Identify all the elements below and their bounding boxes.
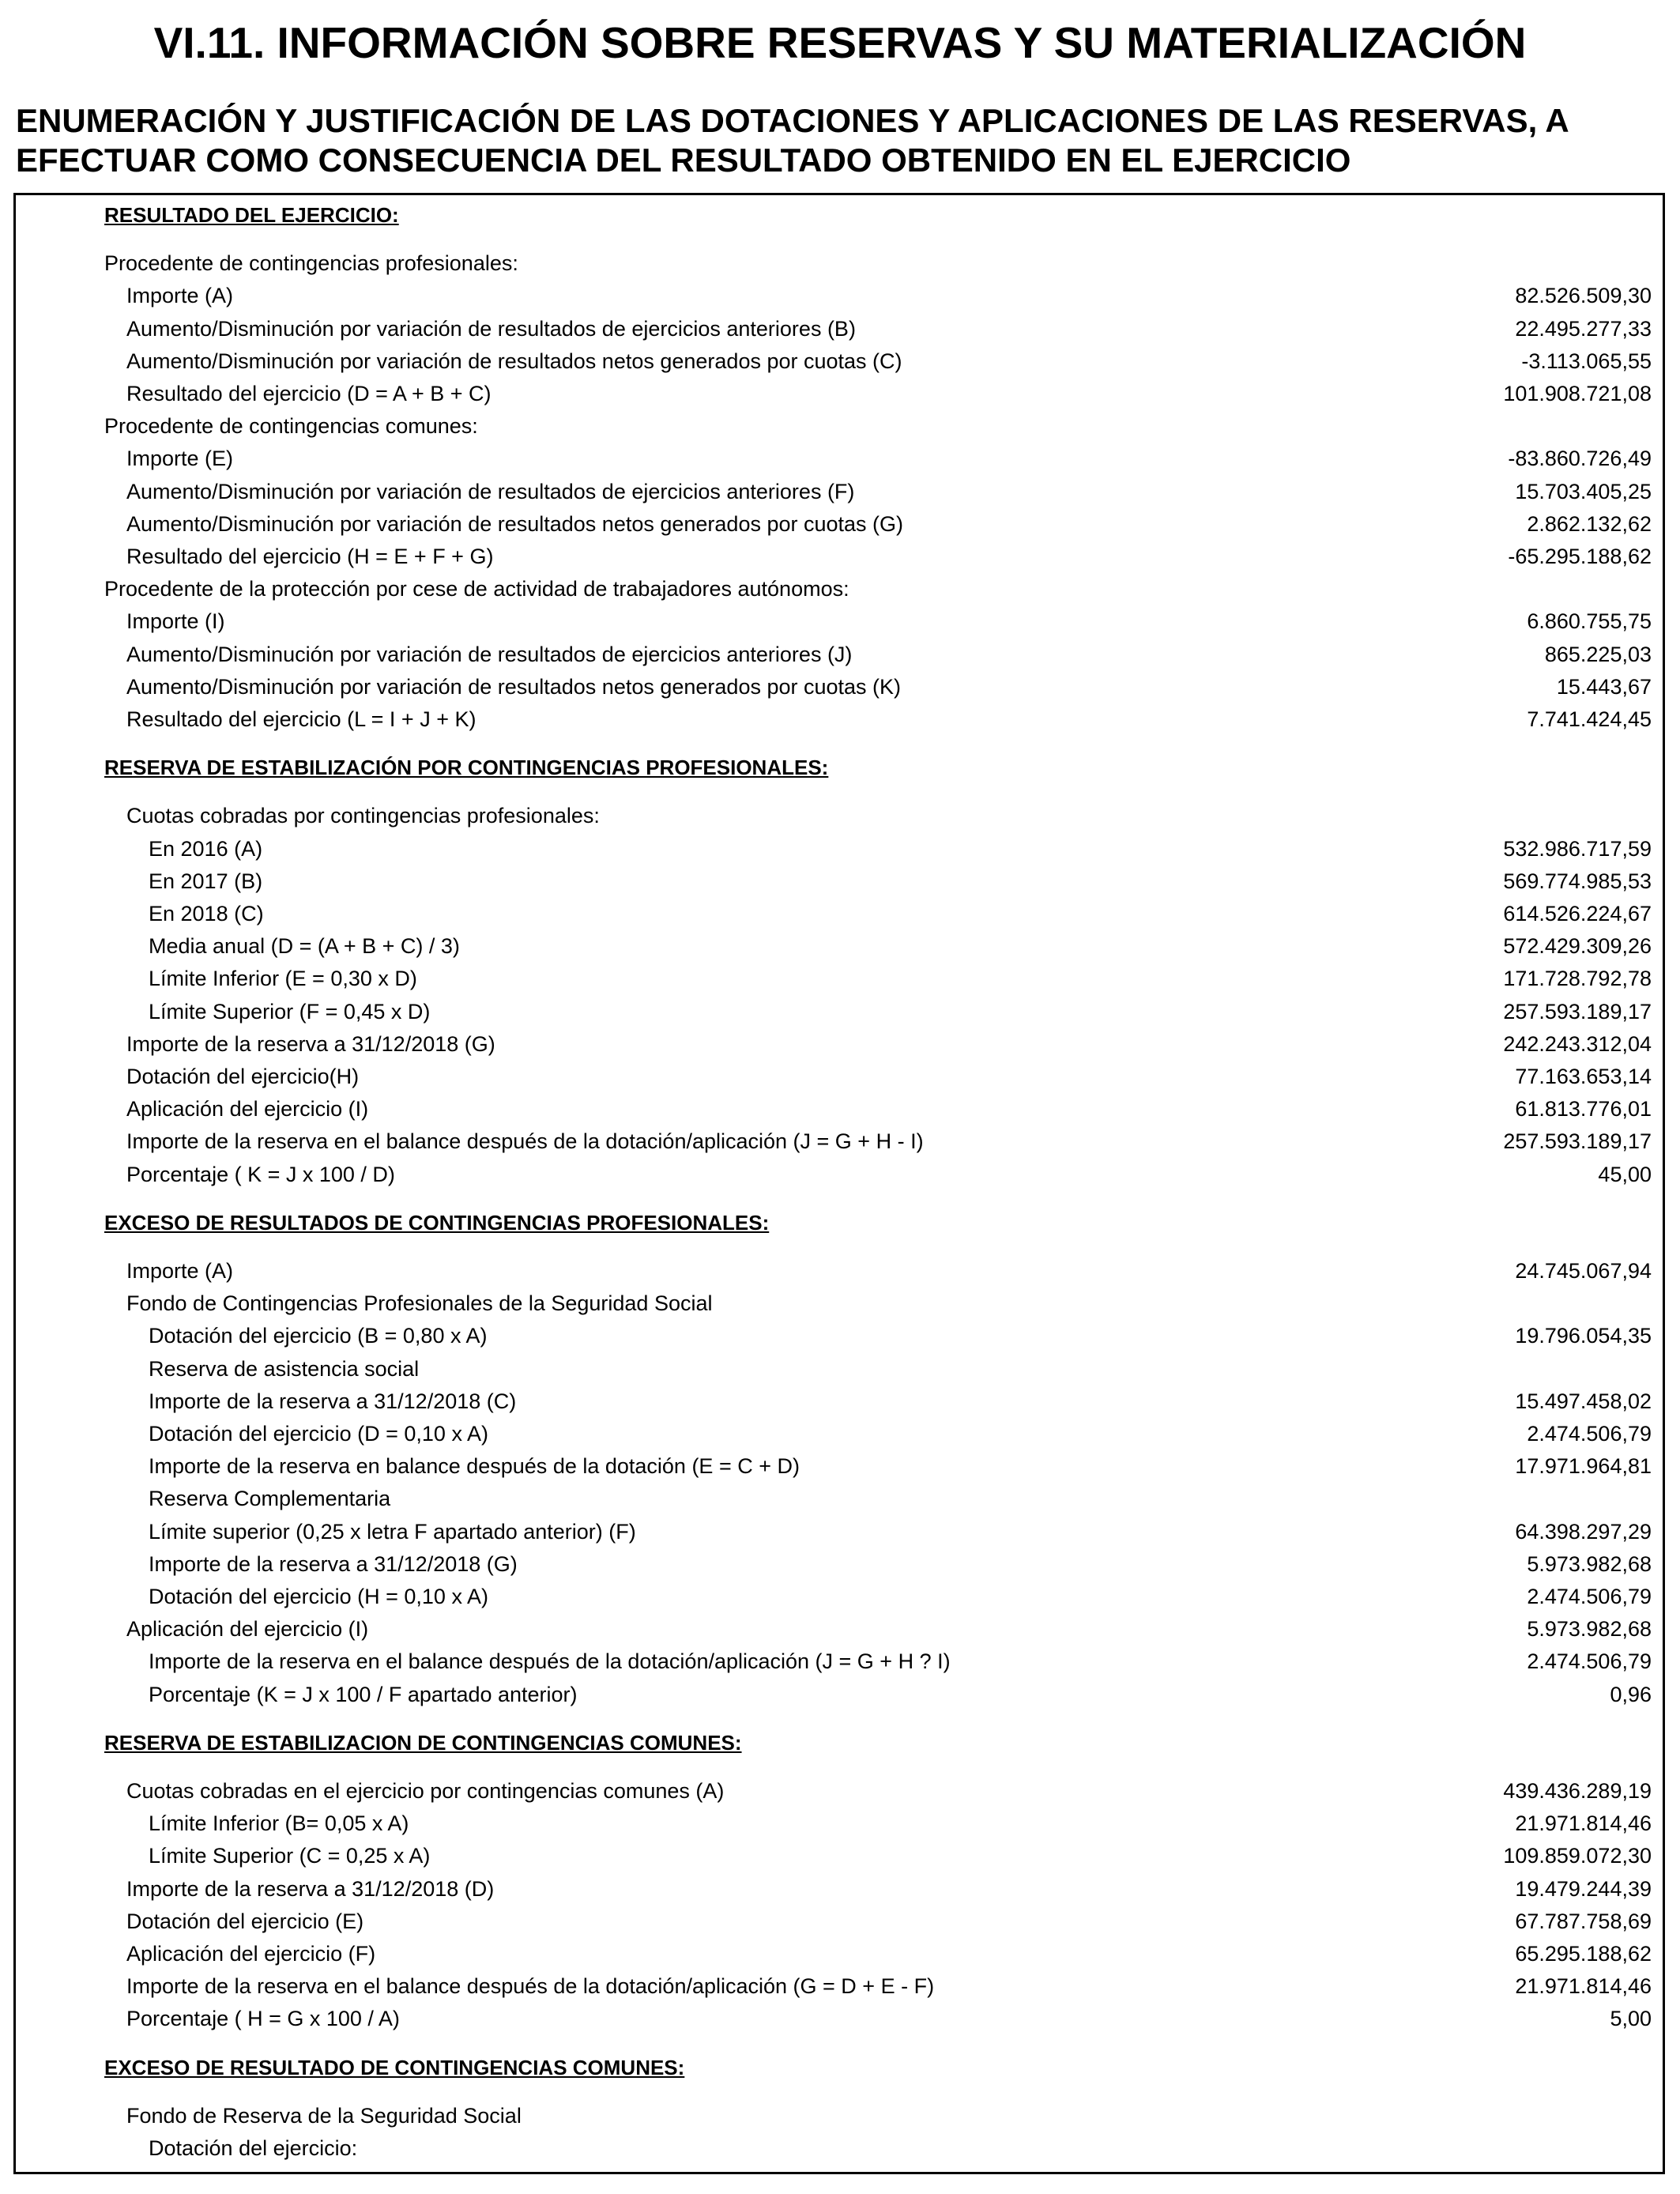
table-row	[16, 638, 1663, 671]
table-row	[16, 1872, 1663, 1906]
table-row	[16, 1645, 1663, 1678]
row-label: Porcentaje (K = J x 100 / F apartado anterior)	[149, 1683, 578, 1706]
row-label: Cuotas cobradas en el ejercicio por contingencias comunes (A)	[126, 1779, 725, 1803]
table-row	[16, 1092, 1663, 1125]
row-label: Aumento/Disminución por variación de resultados netos generados por cuotas (K)	[126, 675, 902, 699]
table-row	[16, 1678, 1663, 1711]
section-subtitle	[16, 101, 1667, 180]
row-label: Aumento/Disminución por variación de resultados netos generados por cuotas (C)	[126, 349, 902, 373]
table-row	[16, 2002, 1663, 2035]
table-row	[16, 799, 1663, 832]
section-title: EXCESO DE RESULTADO DE CONTINGENCIAS COMUNES:	[104, 2056, 685, 2079]
table-row	[16, 377, 1663, 410]
row-value: 2.474.506,79	[1527, 1585, 1652, 1608]
table-row	[16, 962, 1663, 995]
row-label: Límite Inferior (B= 0,05 x A)	[149, 1811, 409, 1835]
table-row	[16, 1287, 1663, 1320]
row-value: 21.971.814,46	[1515, 1974, 1652, 1998]
row-label: Importe de la reserva a 31/12/2018 (C)	[149, 1389, 517, 1413]
table-row	[16, 442, 1663, 475]
table-row	[16, 1352, 1663, 1385]
table-row	[16, 1385, 1663, 1418]
row-label: Dotación del ejercicio (B = 0,80 x A)	[149, 1324, 488, 1348]
row-label: Importe de la reserva a 31/12/2018 (G)	[126, 1032, 495, 1056]
table-row	[16, 1319, 1663, 1352]
section-header	[16, 198, 1663, 232]
table-row	[16, 1027, 1663, 1061]
row-label: Procedente de contingencias comunes:	[104, 414, 478, 438]
row-label: Importe de la reserva en balance después de la dotación (E = C + D)	[149, 1454, 800, 1478]
row-label: Reserva Complementaria	[149, 1487, 391, 1510]
table-row	[16, 1417, 1663, 1450]
table-row	[16, 1807, 1663, 1840]
table-row	[16, 1580, 1663, 1613]
row-label: Aumento/Disminución por variación de resultados de ejercicios anteriores (B)	[126, 317, 856, 341]
row-value: 0,96	[1610, 1683, 1652, 1706]
row-label: Procedente de contingencias profesionales:	[104, 251, 518, 275]
row-value: -83.860.726,49	[1508, 447, 1652, 470]
row-label: Importe de la reserva a 31/12/2018 (G)	[149, 1552, 518, 1576]
table-row	[16, 995, 1663, 1028]
row-value: 24.745.067,94	[1515, 1259, 1652, 1283]
row-value: 15.497.458,02	[1515, 1389, 1652, 1413]
row-value: 257.593.189,17	[1503, 1129, 1652, 1153]
table-row	[16, 1937, 1663, 1970]
table-row	[16, 1839, 1663, 1872]
row-value: 45,00	[1598, 1163, 1652, 1186]
subtitle-line-2: EFECTUAR COMO CONSECUENCIA DEL RESULTADO OBTENIDO EN EL EJERCICIO	[16, 141, 1351, 179]
row-value: 61.813.776,01	[1515, 1097, 1652, 1121]
row-label: Importe de la reserva en el balance después de la dotación/aplicación (J = G + H - I)	[126, 1129, 924, 1153]
table-row	[16, 2132, 1663, 2165]
table-row	[16, 1060, 1663, 1093]
row-label: Importe de la reserva a 31/12/2018 (D)	[126, 1877, 495, 1901]
row-label: Porcentaje ( H = G x 100 / A)	[126, 2007, 400, 2030]
section-header	[16, 2051, 1663, 2084]
row-value: 17.971.964,81	[1515, 1454, 1652, 1478]
row-value: 82.526.509,30	[1515, 284, 1652, 307]
section-title: RESERVA DE ESTABILIZACION DE CONTINGENCIAS COMUNES:	[104, 1731, 742, 1755]
table-row	[16, 670, 1663, 703]
row-value: 171.728.792,78	[1503, 967, 1652, 990]
row-label: Aumento/Disminución por variación de resultados de ejercicios anteriores (F)	[126, 480, 855, 503]
row-value: 572.429.309,26	[1503, 934, 1652, 958]
table-row	[16, 279, 1663, 312]
row-value: 865.225,03	[1544, 643, 1652, 666]
row-value: 5.973.982,68	[1527, 1552, 1652, 1576]
table-row	[16, 409, 1663, 443]
row-value: 2.474.506,79	[1527, 1422, 1652, 1446]
subtitle-line-1: ENUMERACIÓN Y JUSTIFICACIÓN DE LAS DOTACIONES Y APLICACIONES DE LAS RESERVAS, A	[16, 102, 1569, 139]
section-title: EXCESO DE RESULTADOS DE CONTINGENCIAS PROFESIONALES:	[104, 1211, 770, 1235]
row-label: Aplicación del ejercicio (I)	[126, 1617, 369, 1641]
row-label: Límite Inferior (E = 0,30 x D)	[149, 967, 417, 990]
table-row	[16, 1158, 1663, 1191]
table-row	[16, 1970, 1663, 2003]
row-value: 532.986.717,59	[1503, 837, 1652, 861]
row-label: Resultado del ejercicio (L = I + J + K)	[126, 707, 477, 731]
row-label: Resultado del ejercicio (H = E + F + G)	[126, 545, 494, 568]
row-label: Dotación del ejercicio(H)	[126, 1065, 360, 1088]
table-row	[16, 929, 1663, 963]
row-label: En 2018 (C)	[149, 902, 264, 925]
row-value: 67.787.758,69	[1515, 1909, 1652, 1933]
reserves-table	[13, 193, 1665, 2174]
row-value: 2.474.506,79	[1527, 1649, 1652, 1673]
table-row	[16, 703, 1663, 736]
section-header	[16, 1726, 1663, 1759]
row-label: Límite superior (0,25 x letra F apartado anterior) (F)	[149, 1520, 636, 1544]
table-row	[16, 1612, 1663, 1646]
row-label: Límite Superior (C = 0,25 x A)	[149, 1844, 431, 1868]
table-row	[16, 605, 1663, 638]
row-value: 22.495.277,33	[1515, 317, 1652, 341]
page-title: VI.11. INFORMACIÓN SOBRE RESERVAS Y SU MATERIALIZACIÓN	[153, 18, 1527, 67]
row-label: Fondo de Reserva de la Seguridad Social	[126, 2104, 522, 2128]
row-label: En 2016 (A)	[149, 837, 263, 861]
row-value: -3.113.065,55	[1521, 349, 1652, 373]
row-label: Importe (A)	[126, 284, 234, 307]
row-label: Aplicación del ejercicio (I)	[126, 1097, 369, 1121]
table-row	[16, 865, 1663, 898]
table-row	[16, 1905, 1663, 1938]
row-value: 19.479.244,39	[1515, 1877, 1652, 1901]
section-title: RESULTADO DEL EJERCICIO:	[104, 203, 399, 227]
table-row	[16, 345, 1663, 378]
table-row	[16, 572, 1663, 605]
row-label: Dotación del ejercicio (H = 0,10 x A)	[149, 1585, 488, 1608]
row-label: Procedente de la protección por cese de actividad de trabajadores autónomos:	[104, 577, 849, 601]
section-header	[16, 751, 1663, 784]
row-value: 15.443,67	[1556, 675, 1652, 699]
table-row	[16, 1774, 1663, 1808]
table-row	[16, 1482, 1663, 1515]
row-value: 6.860.755,75	[1527, 609, 1652, 633]
row-value: 109.859.072,30	[1503, 1844, 1652, 1868]
row-value: 439.436.289,19	[1503, 1779, 1652, 1803]
row-label: Aumento/Disminución por variación de resultados de ejercicios anteriores (J)	[126, 643, 853, 666]
table-row	[16, 897, 1663, 930]
row-label: Resultado del ejercicio (D = A + B + C)	[126, 382, 492, 405]
row-value: 257.593.189,17	[1503, 1000, 1652, 1023]
row-label: Dotación del ejercicio (E)	[126, 1909, 364, 1933]
table-row	[16, 312, 1663, 345]
section-header	[16, 1206, 1663, 1239]
section-title: RESERVA DE ESTABILIZACIÓN POR CONTINGENCIAS PROFESIONALES:	[104, 756, 829, 779]
row-label: Porcentaje ( K = J x 100 / D)	[126, 1163, 395, 1186]
row-value: 5,00	[1610, 2007, 1652, 2030]
row-label: Importe (E)	[126, 447, 234, 470]
table-row	[16, 1449, 1663, 1483]
row-label: Fondo de Contingencias Profesionales de la Seguridad Social	[126, 1291, 713, 1315]
table-row	[16, 1254, 1663, 1287]
row-label: Media anual (D = (A + B + C) / 3)	[149, 934, 460, 958]
row-value: 614.526.224,67	[1503, 902, 1652, 925]
row-label: Importe de la reserva en el balance después de la dotación/aplicación (G = D + E - F)	[126, 1974, 935, 1998]
row-value: 5.973.982,68	[1527, 1617, 1652, 1641]
row-label: Cuotas cobradas por contingencias profesionales:	[126, 804, 600, 827]
table-row	[16, 832, 1663, 865]
row-label: Importe (A)	[126, 1259, 234, 1283]
row-label: Dotación del ejercicio:	[149, 2136, 358, 2160]
table-row	[16, 1515, 1663, 1548]
row-label: En 2017 (B)	[149, 869, 263, 893]
row-value: 77.163.653,14	[1515, 1065, 1652, 1088]
row-value: -65.295.188,62	[1508, 545, 1652, 568]
row-value: 65.295.188,62	[1515, 1942, 1652, 1966]
row-value: 7.741.424,45	[1527, 707, 1652, 731]
row-label: Dotación del ejercicio (D = 0,10 x A)	[149, 1422, 488, 1446]
row-value: 101.908.721,08	[1503, 382, 1652, 405]
row-value: 19.796.054,35	[1515, 1324, 1652, 1348]
row-label: Importe (I)	[126, 609, 225, 633]
table-row	[16, 247, 1663, 280]
table-row	[16, 1547, 1663, 1581]
table-row	[16, 540, 1663, 573]
row-value: 15.703.405,25	[1515, 480, 1652, 503]
row-label: Aumento/Disminución por variación de resultados netos generados por cuotas (G)	[126, 512, 904, 536]
table-row	[16, 1125, 1663, 1158]
table-row	[16, 507, 1663, 541]
row-label: Límite Superior (F = 0,45 x D)	[149, 1000, 431, 1023]
row-value: 2.862.132,62	[1527, 512, 1652, 536]
row-value: 21.971.814,46	[1515, 1811, 1652, 1835]
table-row	[16, 2099, 1663, 2132]
table-row	[16, 475, 1663, 508]
row-label: Importe de la reserva en el balance después de la dotación/aplicación (J = G + H ? I)	[149, 1649, 951, 1673]
row-value: 64.398.297,29	[1515, 1520, 1652, 1544]
row-label: Aplicación del ejercicio (F)	[126, 1942, 376, 1966]
row-label: Reserva de asistencia social	[149, 1357, 420, 1381]
row-value: 569.774.985,53	[1503, 869, 1652, 893]
row-value: 242.243.312,04	[1503, 1032, 1652, 1056]
